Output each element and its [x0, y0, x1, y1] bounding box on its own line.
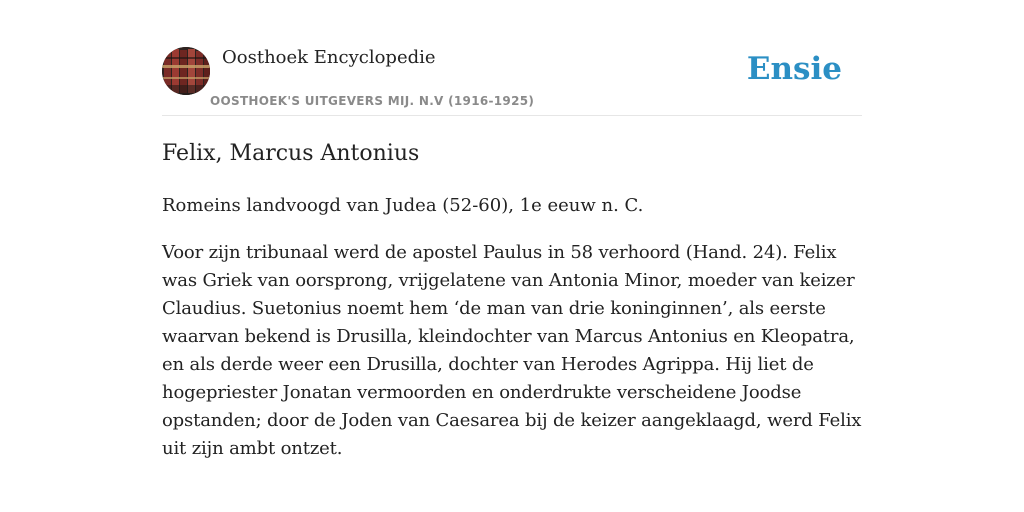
source-title[interactable]: Oosthoek Encyclopedie [222, 47, 436, 68]
article-title: Felix, Marcus Antonius [162, 141, 420, 166]
ensie-logo-link[interactable]: Ensie [746, 51, 842, 87]
book-spines-icon[interactable] [162, 47, 210, 95]
source-subtitle: OOSTHOEK'S UITGEVERS MIJ. N.V (1916-1925) [210, 94, 535, 108]
article-body: Voor zijn tribunaal werd de apostel Paulus in 58 verhoord (Hand. 24). Felix was Griek van oorsprong, vrijgelatene van Antonia Minor, moeder van keizer Claudius. Suetonius noemt hem ‘de man van drie koninginnen’, als eerste waarvan bekend is Drusilla, kleindochter van Marcus Antonius en Kleopatra, en als derde weer een Drusilla, dochter van Herodes Agrippa. Hij liet de hogepriester Jonatan vermoorden en onderdrukte verscheidene Joodse opstanden; door de Joden van Caesarea bij de keizer aangeklaagd, werd Felix uit zijn ambt ontzet. [162, 242, 862, 459]
source-header [162, 0, 862, 116]
article-summary: Romeins landvoogd van Judea (52-60), 1e eeuw n. C. [162, 195, 644, 216]
page-container [162, 0, 862, 459]
